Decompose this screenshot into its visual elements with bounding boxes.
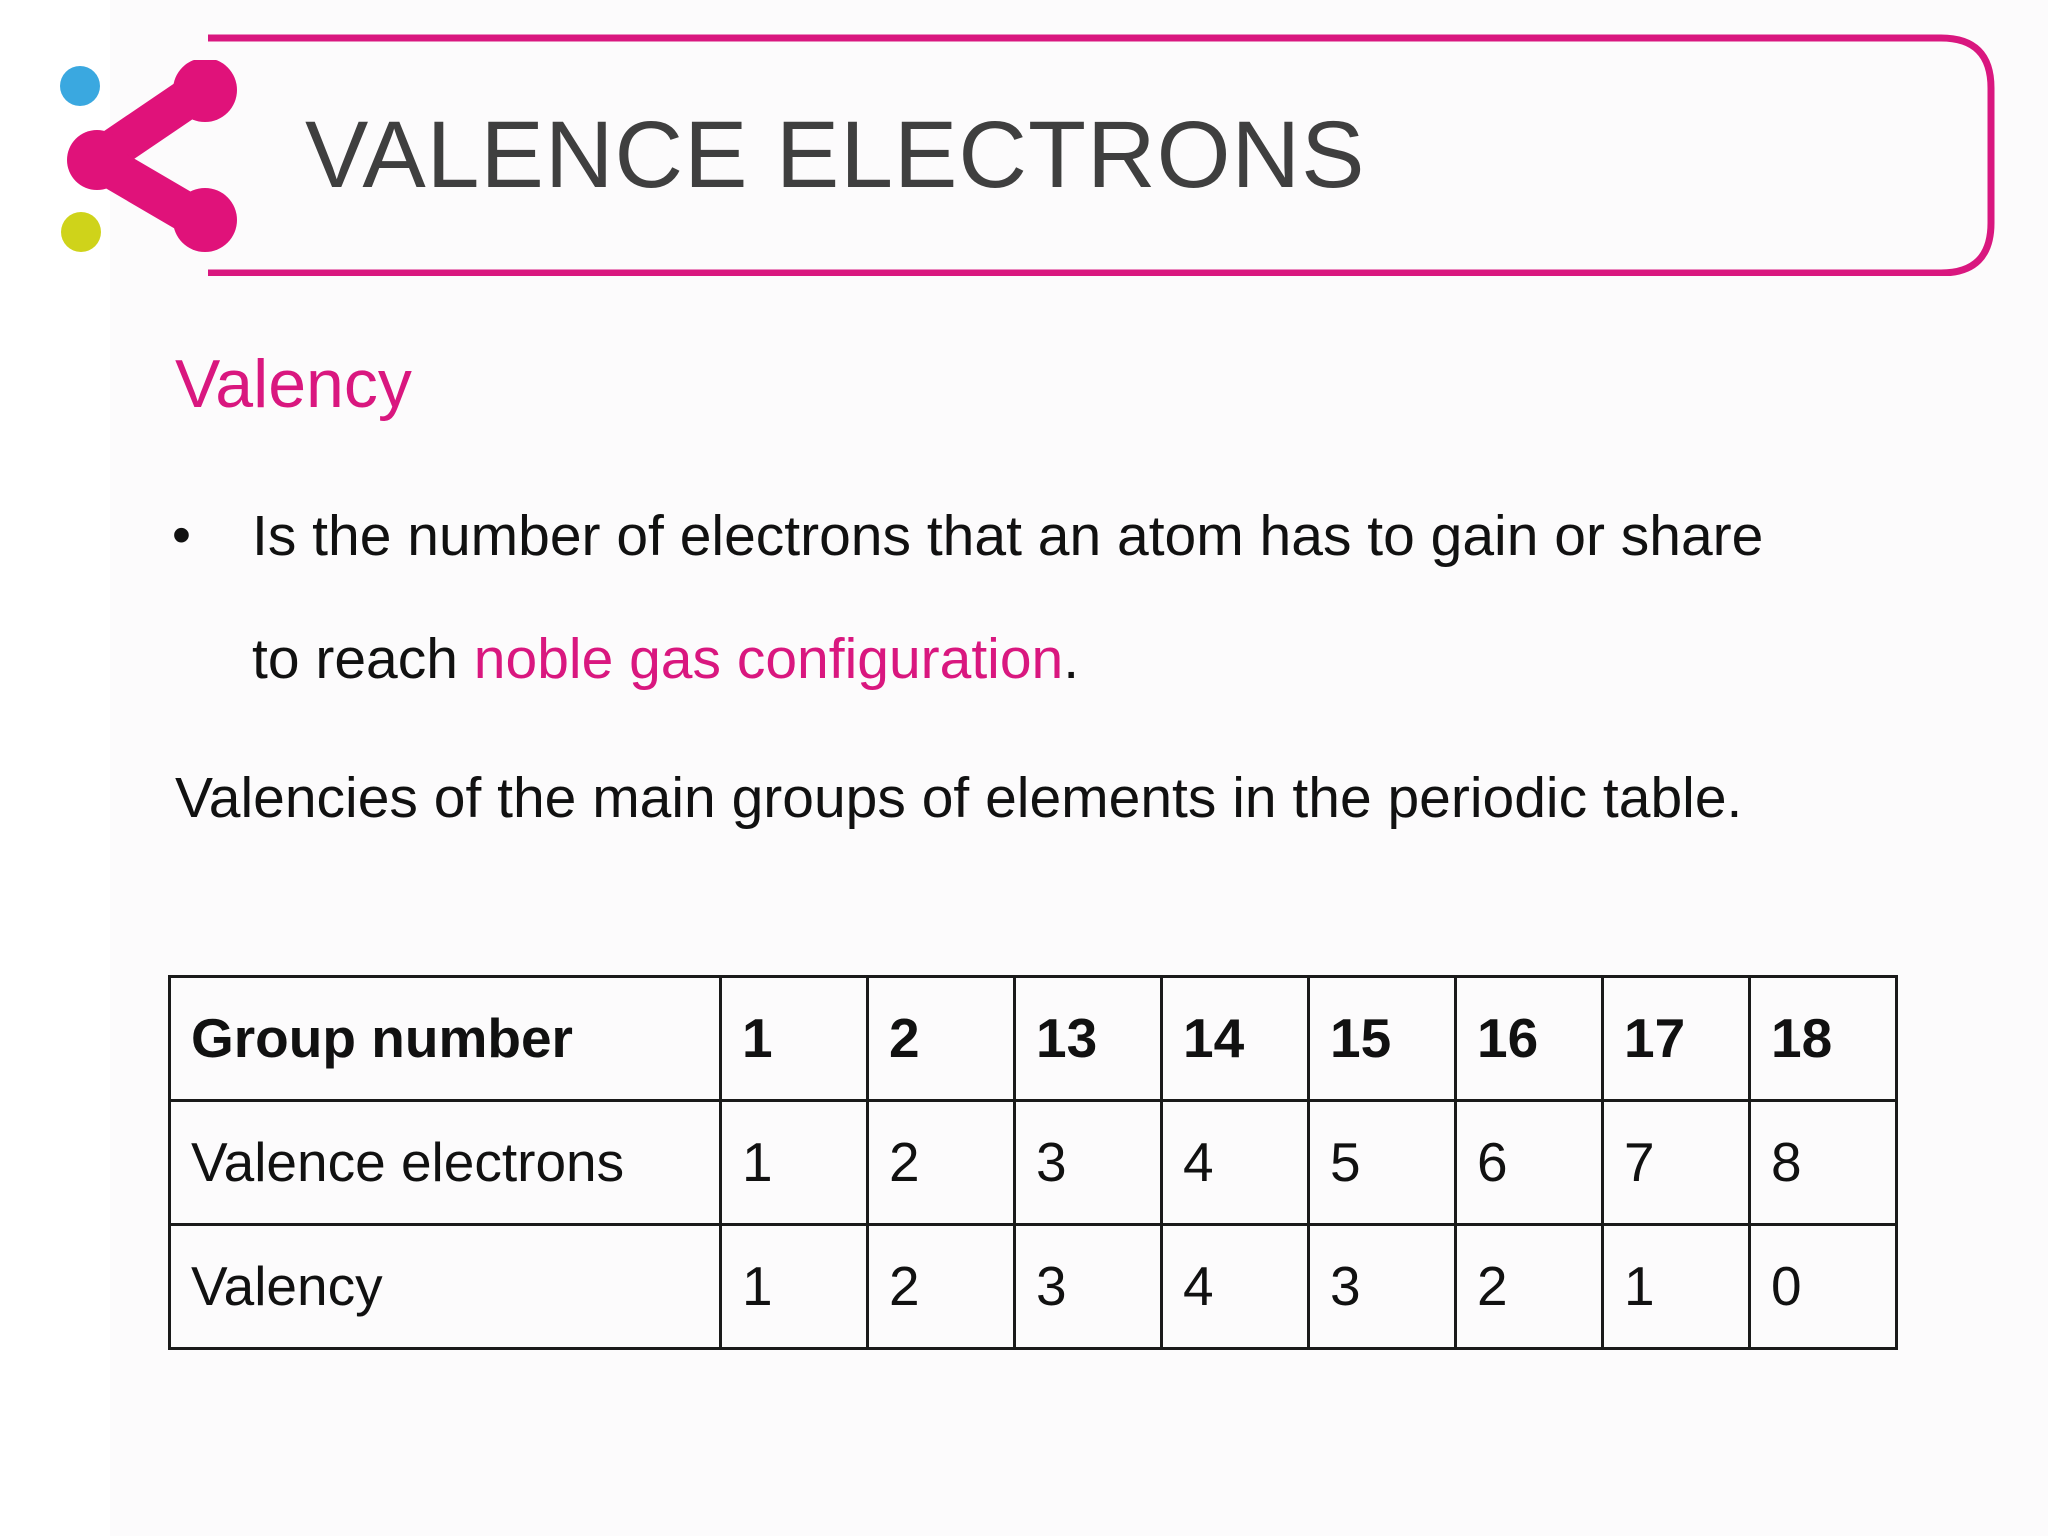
table-cell: 1 xyxy=(721,977,868,1101)
row-label: Valency xyxy=(170,1225,721,1349)
table-caption: Valencies of the main groups of elements in the periodic table. xyxy=(175,766,1743,830)
page-title: VALENCE ELECTRONS xyxy=(305,102,1366,208)
definition-line-2 xyxy=(252,627,1080,691)
table-row-group-number xyxy=(170,977,1897,1101)
table-cell: 14 xyxy=(1162,977,1309,1101)
table-cell: 18 xyxy=(1750,977,1897,1101)
definition-suffix: . xyxy=(1063,627,1080,691)
row-label: Valence electrons xyxy=(170,1101,721,1225)
table-cell: 13 xyxy=(1015,977,1162,1101)
table-cell: 6 xyxy=(1456,1101,1603,1225)
table-cell: 5 xyxy=(1309,1101,1456,1225)
table-cell: 2 xyxy=(868,1101,1015,1225)
table-cell: 8 xyxy=(1750,1101,1897,1225)
row-label: Group number xyxy=(170,977,721,1101)
table-cell: 1 xyxy=(721,1101,868,1225)
noble-gas-highlight: noble gas configuration xyxy=(473,627,1064,691)
bullet-point-icon: • xyxy=(172,505,191,565)
table-cell: 1 xyxy=(1603,1225,1750,1349)
table-cell: 17 xyxy=(1603,977,1750,1101)
table-cell: 3 xyxy=(1015,1225,1162,1349)
valency-table xyxy=(168,975,1898,1350)
definition-prefix: to reach xyxy=(252,627,474,691)
table-cell: 2 xyxy=(1456,1225,1603,1349)
table-cell: 3 xyxy=(1015,1101,1162,1225)
table-cell: 15 xyxy=(1309,977,1456,1101)
definition-line-1: Is the number of electrons that an atom has to gain or share xyxy=(252,504,1764,568)
table-cell: 2 xyxy=(868,1225,1015,1349)
table-cell: 3 xyxy=(1309,1225,1456,1349)
table-cell: 0 xyxy=(1750,1225,1897,1349)
section-heading: Valency xyxy=(175,346,412,422)
table-cell: 16 xyxy=(1456,977,1603,1101)
table-cell: 1 xyxy=(721,1225,868,1349)
table-cell: 4 xyxy=(1162,1101,1309,1225)
table-row-valence-electrons xyxy=(170,1101,1897,1225)
table-row-valency xyxy=(170,1225,1897,1349)
table-cell: 7 xyxy=(1603,1101,1750,1225)
table-cell: 2 xyxy=(868,977,1015,1101)
table-cell: 4 xyxy=(1162,1225,1309,1349)
